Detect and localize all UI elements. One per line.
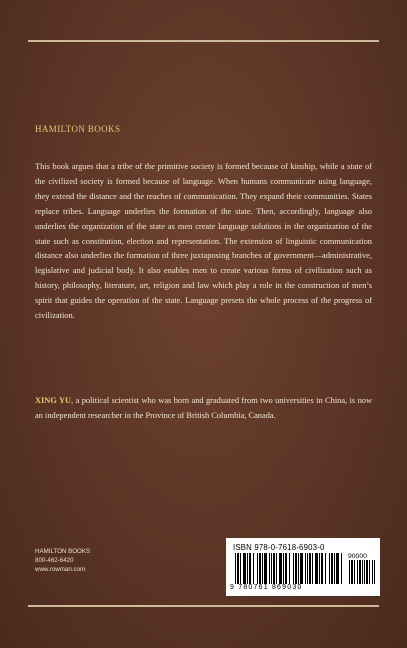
publisher-name: HAMILTON BOOKS: [35, 124, 121, 134]
imprint-phone: 800-462-6420: [35, 557, 74, 564]
isbn-number: ISBN 978-0-7618-6903-0: [233, 543, 325, 552]
addon-barcode-bars-icon: [349, 560, 375, 584]
price-code: 90000: [348, 553, 367, 560]
author-bio: [35, 394, 372, 424]
imprint-block: [35, 547, 90, 574]
book-description: This book argues that a tribe of the primitive society is formed because of kinship, while a state of the civilized society is formed because of language. When humans communicate using language, they extend the distance and the reaches of communication. They expand their communities. States replace tribes. Language underlies the formation of the state. Then, accordingly, language also underlies the organization of the state as men create language solutions in the organization of the state such as constitution, election and representation. The extension of linguistic communication distance also underlies the formation of three juxtaposing branches of government—administrative, legislative and judicial body. It also enables men to create various forms of civilization such as history, philosophy, literature, art, religion and law which play a role in the construction of men’s spirit that guides the operation of the state. Language presets the whole process of the progress of civilization.: [35, 162, 372, 321]
author-name: XING YU: [35, 396, 72, 405]
imprint-website: www.rowman.com: [35, 566, 86, 573]
barcode-bars-icon: [235, 553, 345, 584]
author-bio-text: , a political scientist who was born and graduated from two universities in China, is now an independent researcher in the Province of British Columbia, Canada.: [35, 396, 372, 420]
bottom-rule: [28, 605, 379, 607]
imprint-name: HAMILTON BOOKS: [35, 548, 91, 555]
top-rule: [28, 40, 379, 42]
isbn-barcode: [226, 538, 380, 596]
barcode-digits: 9 780761 869030: [230, 584, 303, 591]
